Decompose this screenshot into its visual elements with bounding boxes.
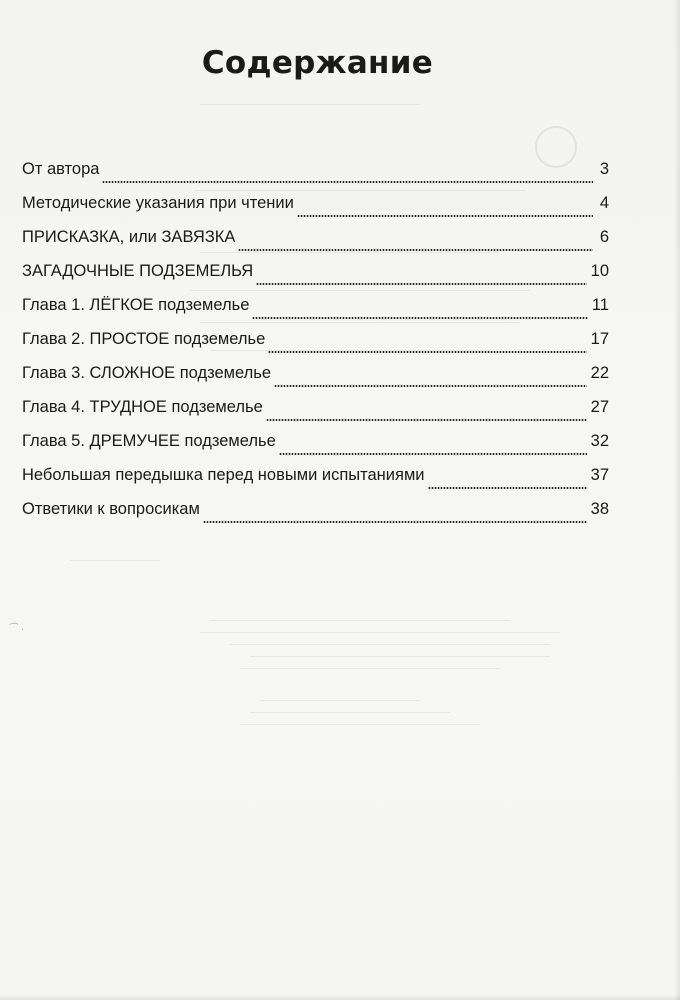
show-through-line (230, 644, 550, 645)
dot-leader (203, 520, 587, 524)
scan-smudge: ⁀ · (10, 624, 25, 635)
toc-entry (22, 160, 609, 194)
show-through-line (250, 712, 450, 713)
toc-entry (22, 330, 609, 364)
page-edge-shadow (674, 0, 680, 1000)
toc-entry (22, 432, 609, 466)
toc-entry (22, 364, 609, 398)
toc-entry-page: 10 (590, 262, 609, 280)
toc-entry-page: 6 (599, 228, 609, 246)
show-through-line (250, 656, 550, 657)
dot-leader (238, 248, 593, 252)
show-through-line (260, 700, 420, 701)
toc-entry-title: Глава 2. ПРОСТОЕ подземелье (22, 330, 266, 348)
toc-entry-title: Небольшая передышка перед новыми испытаниями (22, 466, 425, 484)
toc-entry (22, 194, 609, 228)
toc-entry-title: ЗАГАДОЧНЫЕ ПОДЗЕМЕЛЬЯ (22, 262, 254, 280)
toc-entry (22, 466, 609, 500)
toc-entry-title: Глава 3. СЛОЖНОЕ подземелье (22, 364, 272, 382)
dot-leader (266, 418, 587, 422)
show-through-line (240, 724, 480, 725)
show-through-line (200, 632, 560, 633)
toc-entry-title: Ответики к вопросикам (22, 500, 200, 518)
toc-entry-page: 27 (590, 398, 609, 416)
toc-entry (22, 296, 609, 330)
toc-entry-page: 4 (599, 194, 609, 212)
dot-leader (297, 214, 593, 218)
toc-entry-page: 22 (590, 364, 609, 382)
toc-entry-page: 3 (599, 160, 609, 178)
dot-leader (268, 350, 586, 354)
toc-entry-page: 37 (590, 466, 609, 484)
table-of-contents (22, 160, 609, 534)
toc-entry-page: 11 (591, 296, 609, 314)
page-edge-shadow (0, 994, 680, 1000)
show-through-line (70, 560, 160, 561)
show-through-line (210, 620, 510, 621)
show-through-line (240, 668, 500, 669)
toc-entry-title: Методические указания при чтении (22, 194, 294, 212)
dot-leader (428, 486, 587, 490)
toc-entry-title: ПРИСКАЗКА, или ЗАВЯЗКА (22, 228, 236, 246)
dot-leader (252, 316, 587, 320)
toc-entry (22, 228, 609, 262)
toc-entry-page: 17 (590, 330, 609, 348)
toc-entry-title: От автора (22, 160, 100, 178)
page-title: Содержание (201, 44, 434, 81)
dot-leader (274, 384, 587, 388)
toc-entry-title: Глава 5. ДРЕМУЧЕЕ подземелье (22, 432, 276, 450)
show-through-line (200, 104, 420, 105)
dot-leader (256, 282, 586, 286)
toc-entry-page: 38 (590, 500, 609, 518)
toc-entry-title: Глава 1. ЛЁГКОЕ подземелье (22, 296, 250, 314)
toc-entry (22, 398, 609, 432)
dot-leader (102, 180, 593, 184)
toc-entry-page: 32 (590, 432, 609, 450)
toc-entry (22, 262, 609, 296)
toc-entry (22, 500, 609, 534)
toc-entry-title: Глава 4. ТРУДНОЕ подземелье (22, 398, 263, 416)
dot-leader (279, 452, 587, 456)
